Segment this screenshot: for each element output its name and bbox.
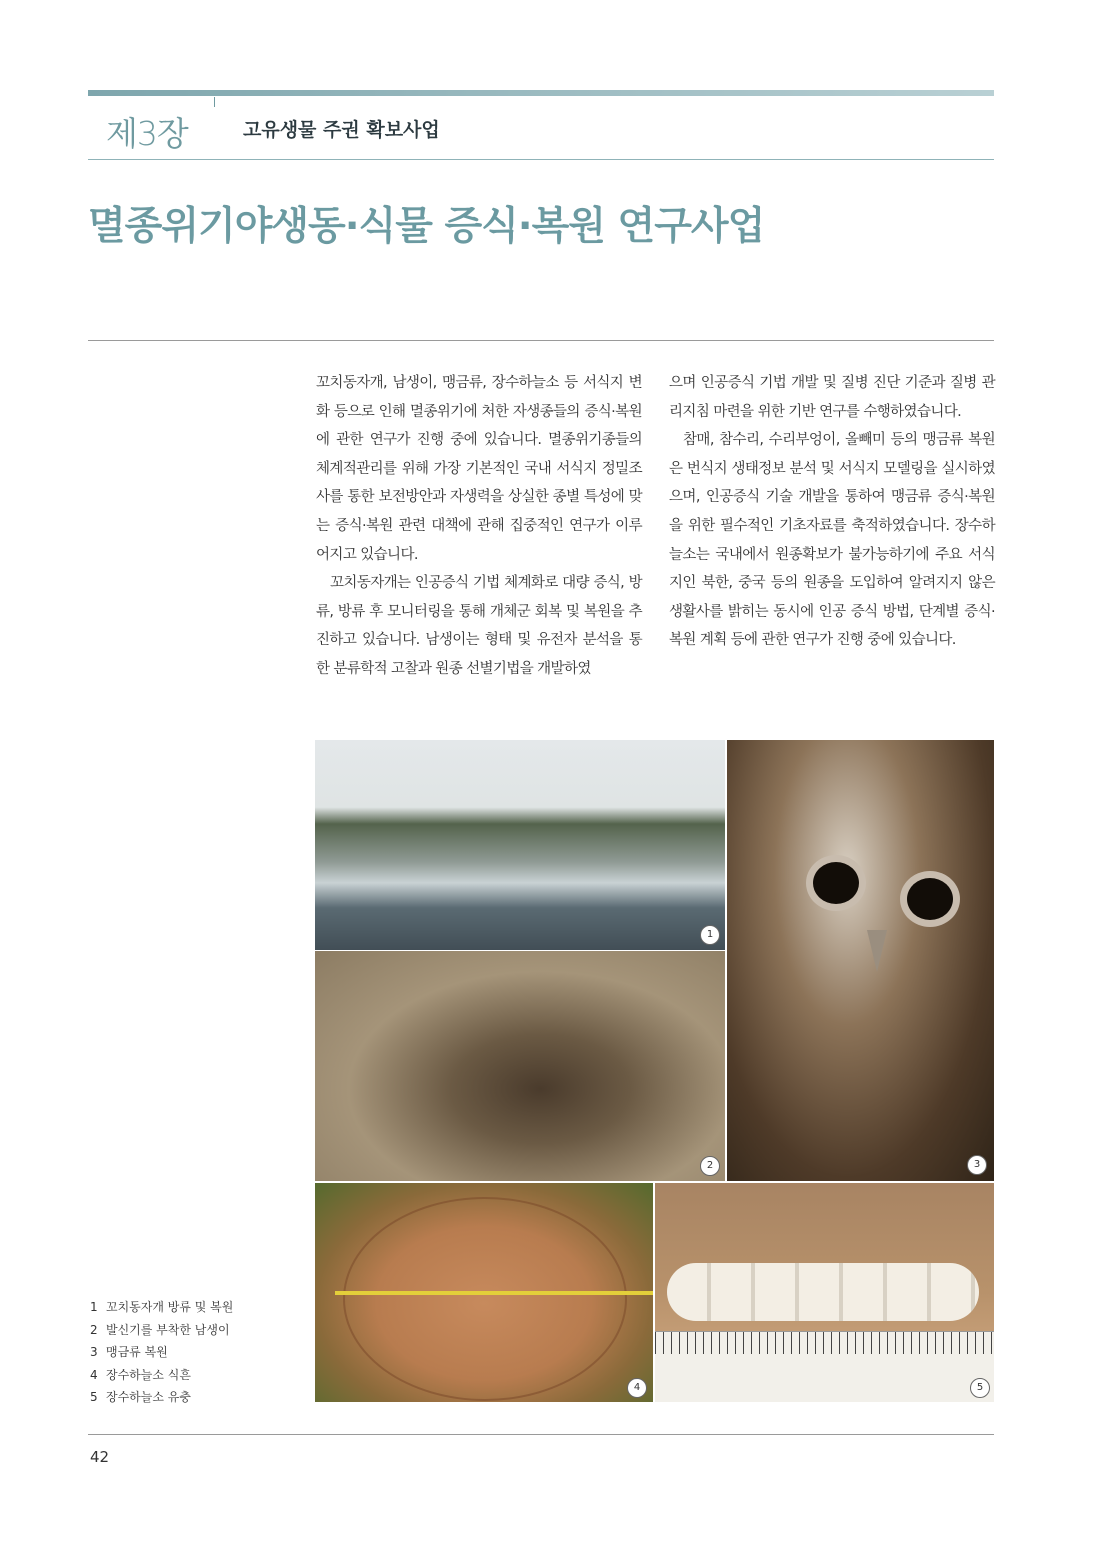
- caption-item: [90, 1386, 233, 1409]
- chapter-label: 제3장: [106, 114, 188, 153]
- ruler: [655, 1331, 994, 1402]
- caption-item: [90, 1319, 233, 1342]
- caption-text: 꼬치동자개 방류 및 복원: [106, 1300, 234, 1314]
- caption-text: 발신기를 부착한 남생이: [106, 1322, 230, 1337]
- text-column-left: [316, 369, 642, 684]
- body-paragraph-3: 으며 인공증식 기법 개발 및 질병 진단 기준과 질병 관리지침 마련을 위한 기반 연구를 수행하였습니다.: [669, 375, 995, 420]
- photo-number-badge: 4: [627, 1378, 647, 1398]
- caption-item: [90, 1341, 233, 1364]
- caption-text: 맹금류 복원: [106, 1345, 168, 1359]
- body-paragraph-1: 꼬치동자개, 남생이, 맹금류, 장수하늘소 등 서식지 변화 등으로 인해 멸종위기에 처한 자생종들의 증식·복원에 관한 연구가 진행 중에 있습니다. 멸종위기종들의 체계적관리를 위해 가장 기본적인 국내 서식지 정밀조사를 통한 보전방안과 자생력을 상실한 종별 특성에 맞는 증식·복원 관련 대책에 관해 집중적인 연구가 이루어지고 있습니다.: [316, 375, 642, 563]
- owl-beak: [867, 930, 887, 972]
- caption-text: 장수하늘소 식흔: [106, 1367, 191, 1382]
- caption-number: 5: [90, 1390, 98, 1404]
- photo-captions: [90, 1296, 233, 1409]
- owl-eye-left: [813, 862, 859, 904]
- title-divider: [88, 340, 994, 341]
- caption-text: 장수하늘소 유충: [106, 1390, 191, 1404]
- page-number: 42: [90, 1448, 110, 1466]
- caption-item: [90, 1296, 233, 1319]
- footer-divider: [88, 1434, 994, 1435]
- photo-beetle-larva: [655, 1183, 994, 1402]
- measuring-tape: [335, 1291, 653, 1295]
- ruler-ticks: [655, 1332, 994, 1354]
- larva-shape: [667, 1263, 979, 1321]
- caption-number: 2: [90, 1322, 98, 1337]
- log-cross-section: [343, 1197, 627, 1401]
- photo-fish-release: [315, 740, 725, 950]
- caption-number: 4: [90, 1367, 98, 1382]
- body-paragraph-4: 참매, 참수리, 수리부엉이, 올빼미 등의 맹금류 복원은 번식지 생태정보 분석 및 서식지 모델링을 실시하였으며, 인공증식 기술 개발을 통하여 맹금류 증식·복원을 위한 필수적인 기초자료를 축적하였습니다. 장수하늘소는 국내에서 원종확보가 불가능하기에 주요 서식지인 북한, 중국 등의 원종을 도입하여 알려지지 않은 생활사를 밝히는 동시에 인공 증식 방법, 단계별 증식·복원 계획 등에 관한 연구가 진행 중에 있습니다.: [669, 432, 995, 649]
- chapter-divider-tick: [214, 97, 215, 107]
- photo-number-badge: 5: [970, 1378, 990, 1398]
- owl-eye-right: [907, 878, 953, 920]
- caption-number: 1: [90, 1300, 98, 1314]
- top-accent-bar: [88, 90, 994, 96]
- chapter-title: 고유생물 주권 확보사업: [243, 119, 440, 141]
- photo-beetle-feeding-trace: [315, 1183, 653, 1402]
- photo-number-badge: 2: [700, 1156, 720, 1176]
- caption-item: [90, 1364, 233, 1387]
- caption-number: 3: [90, 1345, 98, 1359]
- page-title: 멸종위기야생동·식물 증식·복원 연구사업: [88, 204, 765, 249]
- photo-number-badge: 1: [700, 925, 720, 945]
- photo-turtle-transmitter: [315, 951, 725, 1181]
- photo-number-badge: 3: [967, 1155, 987, 1175]
- text-column-right: [669, 369, 995, 655]
- photo-owl: [727, 740, 994, 1181]
- header-divider: [88, 159, 994, 160]
- body-paragraph-2: 꼬치동자개는 인공증식 기법 체계화로 대량 증식, 방류, 방류 후 모니터링을 통해 개체군 회복 및 복원을 추진하고 있습니다. 남생이는 형태 및 유전자 분석을 통한 분류학적 고찰과 원종 선별기법을 개발하였: [316, 575, 642, 677]
- photo-collage: [315, 740, 994, 1402]
